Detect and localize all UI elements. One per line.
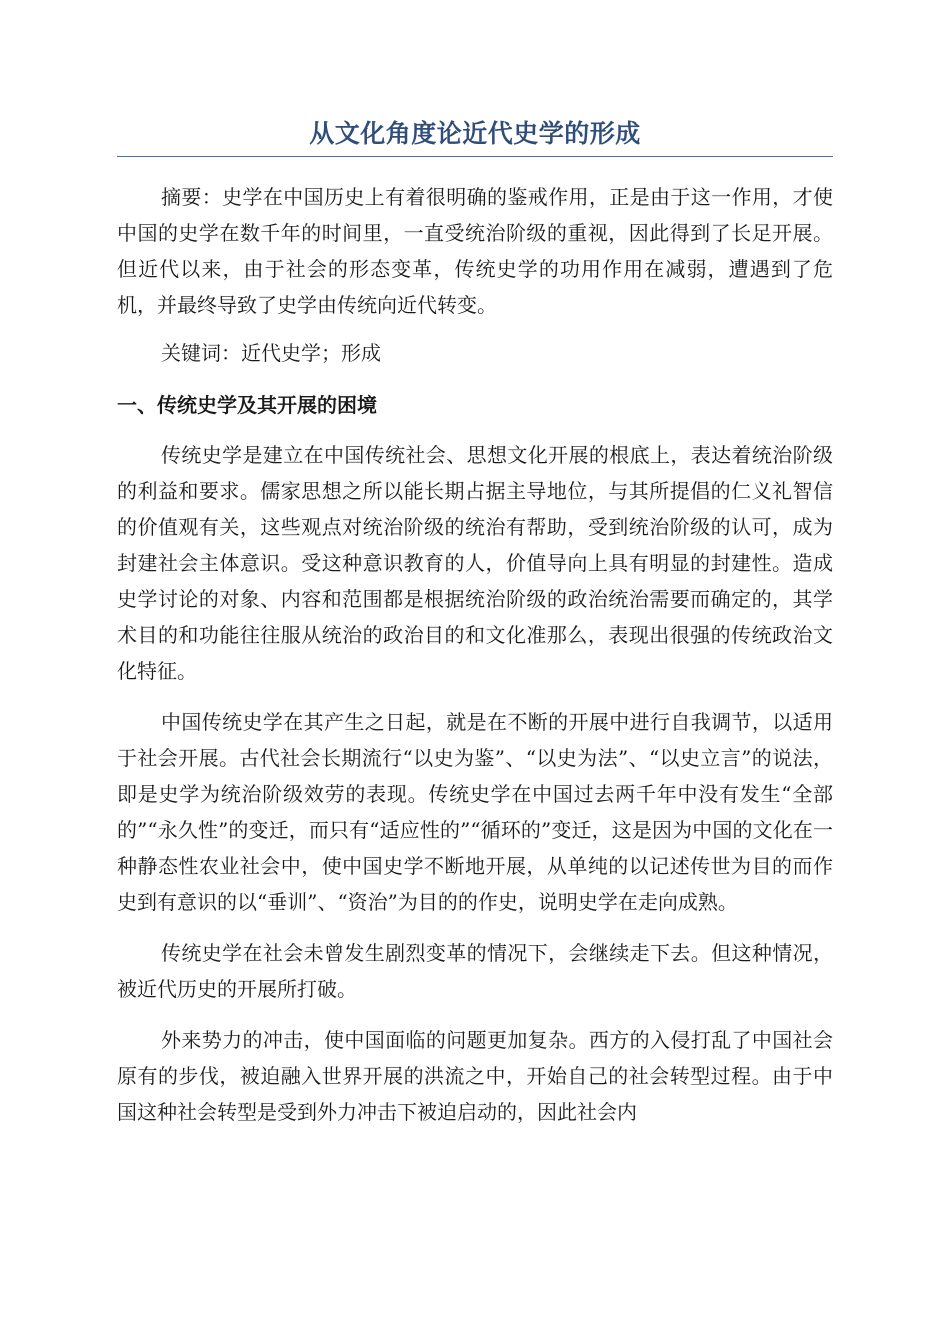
body-paragraph: 传统史学是建立在中国传统社会、思想文化开展的根底上，表达着统治阶级的利益和要求。儒家思想之所以能长期占据主导地位，与其所提倡的仁义礼智信的价值观有关，这些观点对统治阶级的统治有帮助，受到统治阶级的认可，成为封建社会主体意识。受这种意识教育的人，价值导向上具有明显的封建性。造成史学讨论的对象、内容和范围都是根据统治阶级的政治统治需要而确定的，其学术目的和功能往往服从统治的政治目的和文化准那么，表现出很强的传统政治文化特征。 [117,443,833,683]
document-page [117,0,833,1130]
body-paragraph: 外来势力的冲击，使中国面临的问题更加复杂。西方的入侵打乱了中国社会原有的步伐，被迫融入世界开展的洪流之中，开始自己的社会转型过程。由于中国这种社会转型是受到外力冲击下被迫启动的，因此社会内 [117,1028,833,1124]
document-title: 从文化角度论近代史学的形成 [309,119,641,148]
abstract-paragraph: 摘要：史学在中国历史上有着很明确的鉴戒作用，正是由于这一作用，才使中国的史学在数千年的时间里，一直受统治阶级的重视，因此得到了长足开展。但近代以来，由于社会的形态变革，传统史学的功用作用在减弱，遭遇到了危机，并最终导致了史学由传统向近代转变。 [117,185,833,317]
body-paragraph: 传统史学在社会未曾发生剧烈变革的情况下，会继续走下去。但这种情况，被近代历史的开展所打破。 [117,941,833,1001]
body-paragraph: 中国传统史学在其产生之日起，就是在不断的开展中进行自我调节，以适用于社会开展。古代社会长期流行“以史为鉴”、“以史为法”、“以史立言”的说法，即是史学为统治阶级效劳的表现。传统史学在中国过去两千年中没有发生“全部的”“永久性”的变迁，而只有“适应性的”“循环的”变迁，这是因为中国的文化在一种静态性农业社会中，使中国史学不断地开展，从单纯的以记述传世为目的而作史到有意识的以“垂训”、“资治”为目的的作史，说明史学在走向成熟。 [117,710,833,914]
title-underline [117,156,833,157]
section-heading-1: 一、传统史学及其开展的困境 [117,393,377,417]
keywords-line: 关键词：近代史学；形成 [161,341,381,365]
